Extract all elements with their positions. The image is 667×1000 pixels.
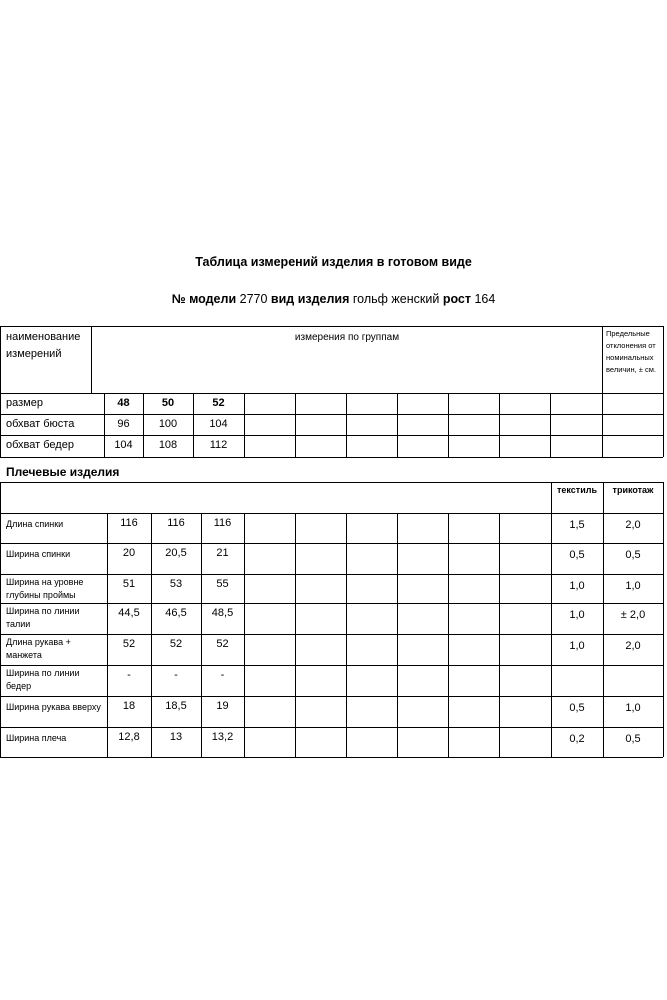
base-row-value: 100 xyxy=(158,418,178,430)
table-rule xyxy=(0,482,1,757)
row-value: 44,5 xyxy=(118,607,140,619)
deviation-header-1: Предельные xyxy=(606,329,650,338)
deviation-header-3: номинальных xyxy=(606,353,654,362)
row-value: 46,5 xyxy=(165,607,187,619)
row-value: 18,5 xyxy=(165,700,187,712)
table-rule xyxy=(0,543,663,544)
row-value: - xyxy=(174,669,178,681)
table-rule xyxy=(346,393,347,457)
base-row-value: 104 xyxy=(209,418,228,430)
base-row-value: 52 xyxy=(212,397,225,409)
textile-tolerance: 0,5 xyxy=(569,702,585,714)
row-label: Ширина по линии xyxy=(6,668,80,678)
row-label: Ширина плеча xyxy=(6,733,67,743)
base-row-value: 96 xyxy=(117,418,130,430)
page-title: Таблица измерений изделия в готовом виде xyxy=(195,255,472,269)
row-value: 20,5 xyxy=(165,547,187,559)
table-rule xyxy=(0,457,663,458)
table-rule xyxy=(0,326,1,457)
deviation-header-4: величин, ± см. xyxy=(606,365,656,374)
row-value: - xyxy=(220,669,225,681)
table-rule xyxy=(0,757,663,758)
table-rule xyxy=(0,727,663,728)
row-label: Ширина по линии xyxy=(6,606,80,616)
table-rule xyxy=(663,326,664,457)
base-row-label: обхват бюста xyxy=(6,418,75,430)
table-rule xyxy=(0,326,663,327)
textile-tolerance: 0,2 xyxy=(569,733,585,745)
row-label: глубины проймы xyxy=(6,590,76,600)
table-rule xyxy=(550,393,551,457)
table-rule xyxy=(0,634,663,635)
table-rule xyxy=(499,513,500,757)
row-value: 52 xyxy=(216,638,229,650)
base-row-value: 50 xyxy=(161,397,175,409)
row-value: 13 xyxy=(169,731,183,743)
row-value: 116 xyxy=(167,517,185,529)
model-line: № модели 2770 вид изделия гольф женский рост 164 xyxy=(171,292,496,306)
knit-tolerance: 0,5 xyxy=(625,733,641,745)
table-rule xyxy=(0,393,663,394)
name-header-line1: наименование xyxy=(6,331,81,343)
base-row-label: размер xyxy=(6,397,43,409)
row-value: 20 xyxy=(122,547,136,559)
textile-tolerance: 1,0 xyxy=(569,609,585,621)
knit-tolerance: 2,0 xyxy=(625,519,641,531)
row-value: 48,5 xyxy=(211,607,234,619)
table-rule xyxy=(0,574,663,575)
row-label: манжета xyxy=(6,650,42,660)
knit-tolerance: 1,0 xyxy=(625,580,641,592)
table-rule xyxy=(663,482,664,757)
base-row-label: обхват бедер xyxy=(6,439,74,451)
table-rule xyxy=(346,513,347,757)
table-rule xyxy=(397,513,398,757)
textile-tolerance: 1,0 xyxy=(569,640,585,652)
textile-tolerance: 1,5 xyxy=(569,519,585,531)
base-row-value: 112 xyxy=(209,439,228,451)
knit-tolerance: 2,0 xyxy=(625,640,641,652)
knit-header: трикотаж xyxy=(612,485,654,495)
table-rule xyxy=(499,393,500,457)
base-row-value: 104 xyxy=(114,439,133,451)
row-value: 116 xyxy=(213,517,232,529)
table-rule xyxy=(295,513,296,757)
textile-tolerance: 1,0 xyxy=(569,580,585,592)
base-row-value: 108 xyxy=(158,439,178,451)
deviation-header-2: отклонения от xyxy=(606,341,656,350)
name-header-line2: измерений xyxy=(6,348,62,360)
table-rule xyxy=(0,603,663,604)
groups-header: измерения по группам xyxy=(294,332,400,343)
row-label: Ширина рукава вверху xyxy=(6,702,101,712)
row-label: Длина спинки xyxy=(6,519,64,529)
row-label: Ширина спинки xyxy=(6,549,71,559)
knit-tolerance: ± 2,0 xyxy=(620,609,646,621)
base-row-value: 48 xyxy=(117,397,130,409)
row-value: 116 xyxy=(120,517,138,529)
table-rule xyxy=(244,393,245,457)
row-value: 52 xyxy=(169,638,183,650)
row-value: 18 xyxy=(122,700,136,712)
row-value: 53 xyxy=(169,578,183,590)
row-label: Ширина на уровне xyxy=(6,577,84,587)
table-rule xyxy=(0,435,663,436)
row-value: 21 xyxy=(216,547,229,559)
row-value: 13,2 xyxy=(211,731,234,743)
table-rule xyxy=(0,665,663,666)
table-rule xyxy=(397,393,398,457)
row-label: талии xyxy=(6,619,31,629)
row-value: 12,8 xyxy=(118,731,140,743)
table-rule xyxy=(448,513,449,757)
table-rule xyxy=(0,513,663,514)
row-value: 52 xyxy=(122,638,136,650)
textile-tolerance: 0,5 xyxy=(569,549,585,561)
row-value: 19 xyxy=(216,700,229,712)
table-rule xyxy=(0,414,663,415)
table-rule xyxy=(602,326,603,457)
row-value: 55 xyxy=(216,578,229,590)
knit-tolerance: 0,5 xyxy=(625,549,641,561)
textile-header: текстиль xyxy=(557,485,597,495)
row-label: бедер xyxy=(6,681,32,691)
row-value: 51 xyxy=(122,578,136,590)
table-rule xyxy=(0,696,663,697)
section-title: Плечевые изделия xyxy=(6,465,120,479)
row-label: Длина рукава + xyxy=(6,637,71,647)
row-value: - xyxy=(127,669,131,681)
table-rule xyxy=(0,482,663,483)
table-rule xyxy=(448,393,449,457)
table-rule xyxy=(295,393,296,457)
knit-tolerance: 1,0 xyxy=(625,702,641,714)
